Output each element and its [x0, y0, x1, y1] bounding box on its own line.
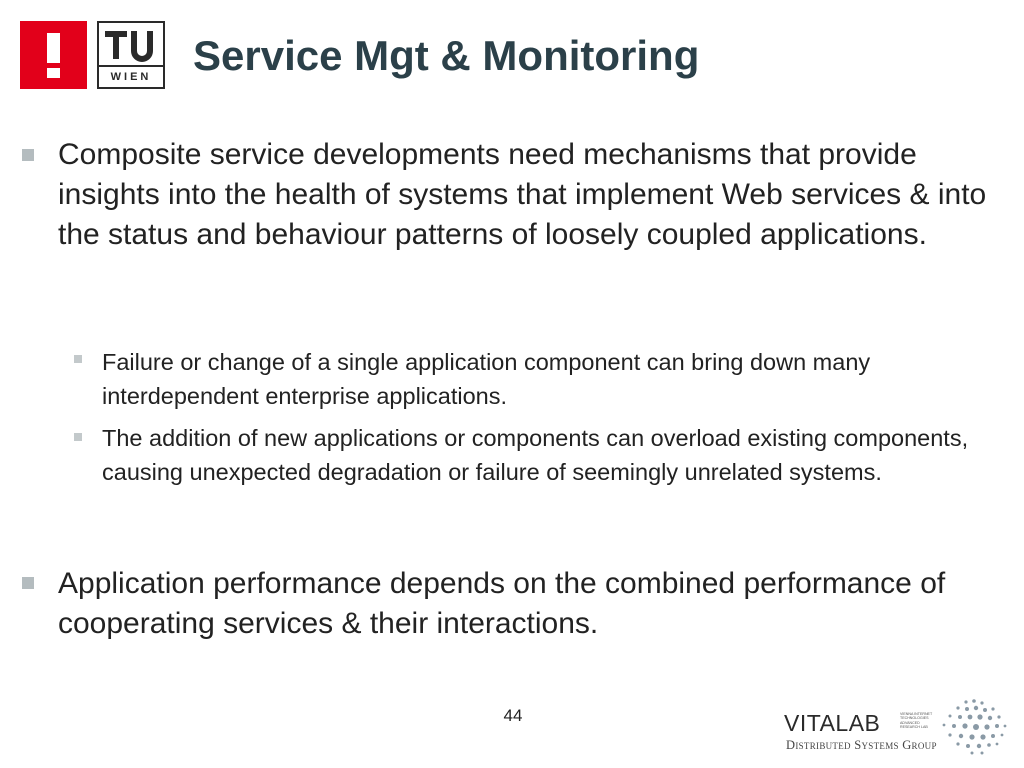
- bullet-text-1: Composite service developments need mechanisms that provide insights into the health of systems that implement Web services & into the status and behaviour patterns of loosely coupled applications.: [58, 138, 987, 251]
- bullet-marker: [22, 149, 34, 161]
- sub-bullet-marker: [74, 355, 82, 363]
- tu-wien-wordmark-icon: [99, 23, 163, 87]
- vitalab-logo: [784, 696, 1010, 758]
- svg-text:WIEN: WIEN: [110, 71, 152, 83]
- bullet-marker: [22, 577, 34, 589]
- sub-bullet-text-2: The addition of new applications or components can overload existing components, causing unexpected degradation or failure of seemingly unrelated systems.: [102, 425, 969, 485]
- tu-wien-logo: [97, 21, 165, 89]
- bullet-text-2: Application performance depends on the combined performance of cooperating services & their interactions.: [58, 567, 946, 640]
- page-number: 44: [503, 706, 523, 725]
- tu-wien-exclamation-logo: [20, 21, 87, 89]
- vitalab-wordmark: VITALAB: [784, 710, 881, 736]
- vitalab-subtitle: VIENNA INTERNET TECHNOLOGIES ADVANCED RESEARCH LAB: [900, 712, 933, 730]
- sub-bullet-marker: [74, 433, 82, 441]
- dot-cloud-icon: [936, 696, 1008, 756]
- exclamation-icon: [20, 21, 87, 89]
- sub-bullet-text-1: Failure or change of a single application component can bring down many interdependent enterprise applications.: [102, 349, 871, 409]
- group-name: Distributed Systems Group: [786, 738, 937, 752]
- slide-title: Service Mgt & Monitoring: [193, 32, 700, 79]
